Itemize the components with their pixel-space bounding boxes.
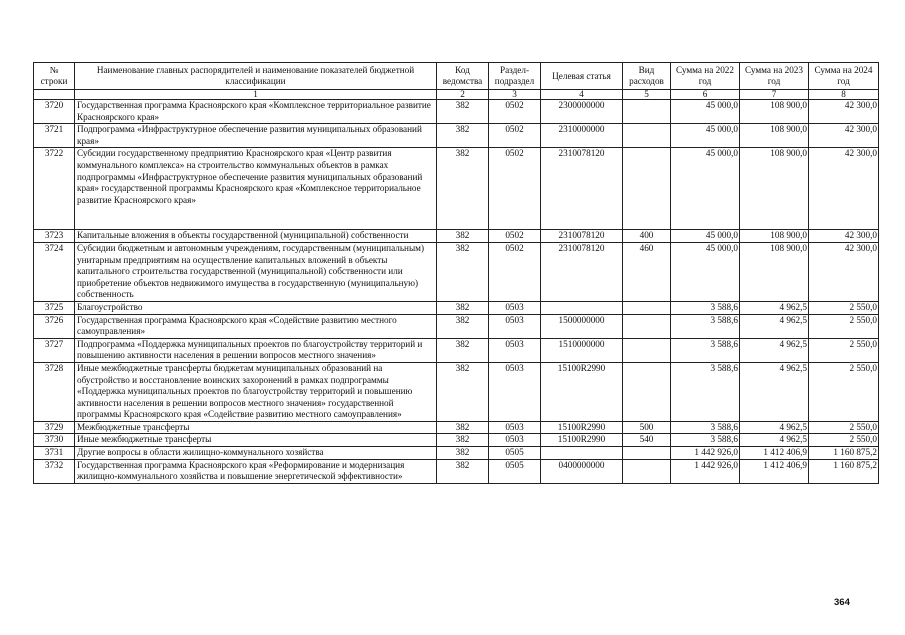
row-sum-2022: 3 588,6 bbox=[671, 434, 740, 447]
row-sum-2023: 108 900,0 bbox=[740, 100, 809, 124]
row-sum-2022: 1 442 926,0 bbox=[671, 459, 740, 483]
table-row bbox=[34, 421, 879, 434]
header-target-item: Целевая статья bbox=[541, 63, 623, 90]
row-number: 3728 bbox=[34, 362, 75, 421]
row-target-item: 2300000000 bbox=[541, 100, 623, 124]
column-number: 7 bbox=[740, 90, 809, 100]
row-sum-2023: 1 412 406,9 bbox=[740, 459, 809, 483]
table-row bbox=[34, 242, 879, 301]
header-row-no: № строки bbox=[34, 63, 75, 90]
row-target-item: 1510000000 bbox=[541, 338, 623, 362]
row-target-item bbox=[541, 301, 623, 314]
row-expense-type bbox=[623, 301, 671, 314]
row-sum-2023: 4 962,5 bbox=[740, 314, 809, 338]
row-number: 3729 bbox=[34, 421, 75, 434]
row-subsection: 0502 bbox=[489, 124, 541, 148]
row-sum-2024: 2 550,0 bbox=[809, 421, 879, 434]
row-target-item: 2310078120 bbox=[541, 230, 623, 243]
row-name: Иные межбюджетные трансферты бюджетам муниципальных образований на обустройство и восстановление воинских захоронений в рамках подпрограммы «Поддержка муниципальных проектов по благоустройству территорий и повышению активности населения в решении вопросов местного значения» государственной программы Красноярского края «Содействие развитию местного самоуправления» bbox=[75, 362, 437, 421]
row-dept-code: 382 bbox=[437, 434, 489, 447]
row-expense-type bbox=[623, 124, 671, 148]
row-target-item: 2310078120 bbox=[541, 242, 623, 301]
column-number: 8 bbox=[809, 90, 879, 100]
row-expense-type: 460 bbox=[623, 242, 671, 301]
row-target-item: 0400000000 bbox=[541, 459, 623, 483]
row-name: Субсидии бюджетным и автономным учреждениям, государственным (муниципальным) унитарным предприятиям на осуществление капитальных вложений в объекты капитального строительства государственной (муниципальной) собственности или приобретение объектов недвижимого имущества в государственную (муниципальную) собственность bbox=[75, 242, 437, 301]
row-dept-code: 382 bbox=[437, 459, 489, 483]
row-number: 3730 bbox=[34, 434, 75, 447]
row-sum-2022: 3 588,6 bbox=[671, 301, 740, 314]
row-expense-type bbox=[623, 362, 671, 421]
row-sum-2024: 2 550,0 bbox=[809, 301, 879, 314]
row-sum-2024: 2 550,0 bbox=[809, 434, 879, 447]
row-dept-code: 382 bbox=[437, 314, 489, 338]
row-sum-2024: 1 160 875,2 bbox=[809, 459, 879, 483]
row-subsection: 0502 bbox=[489, 148, 541, 230]
table-row bbox=[34, 230, 879, 243]
row-dept-code: 382 bbox=[437, 100, 489, 124]
row-expense-type: 540 bbox=[623, 434, 671, 447]
row-expense-type bbox=[623, 100, 671, 124]
row-number: 3722 bbox=[34, 148, 75, 230]
column-number: 2 bbox=[437, 90, 489, 100]
row-number: 3724 bbox=[34, 242, 75, 301]
row-number: 3727 bbox=[34, 338, 75, 362]
table-row bbox=[34, 124, 879, 148]
header-sum-2022: Сумма на 2022 год bbox=[671, 63, 740, 90]
row-sum-2023: 4 962,5 bbox=[740, 362, 809, 421]
row-number: 3731 bbox=[34, 447, 75, 460]
row-subsection: 0503 bbox=[489, 362, 541, 421]
table-row bbox=[34, 362, 879, 421]
row-number: 3721 bbox=[34, 124, 75, 148]
row-sum-2024: 1 160 875,2 bbox=[809, 447, 879, 460]
row-sum-2022: 45 000,0 bbox=[671, 100, 740, 124]
row-target-item: 15100R2990 bbox=[541, 362, 623, 421]
row-sum-2024: 42 300,0 bbox=[809, 148, 879, 230]
row-dept-code: 382 bbox=[437, 124, 489, 148]
row-number: 3732 bbox=[34, 459, 75, 483]
row-dept-code: 382 bbox=[437, 242, 489, 301]
row-subsection: 0502 bbox=[489, 100, 541, 124]
row-subsection: 0503 bbox=[489, 301, 541, 314]
column-number: 3 bbox=[489, 90, 541, 100]
row-sum-2024: 42 300,0 bbox=[809, 242, 879, 301]
row-sum-2023: 108 900,0 bbox=[740, 230, 809, 243]
row-number: 3723 bbox=[34, 230, 75, 243]
row-target-item: 2310078120 bbox=[541, 148, 623, 230]
row-number: 3726 bbox=[34, 314, 75, 338]
header-subsection: Раздел-подраздел bbox=[489, 63, 541, 90]
column-number bbox=[34, 90, 75, 100]
column-number-row bbox=[34, 90, 879, 100]
header-row bbox=[34, 63, 879, 90]
row-expense-type bbox=[623, 314, 671, 338]
row-sum-2024: 42 300,0 bbox=[809, 124, 879, 148]
row-sum-2022: 3 588,6 bbox=[671, 362, 740, 421]
row-sum-2024: 2 550,0 bbox=[809, 362, 879, 421]
table-row bbox=[34, 338, 879, 362]
row-expense-type bbox=[623, 447, 671, 460]
row-expense-type bbox=[623, 459, 671, 483]
row-expense-type bbox=[623, 148, 671, 230]
row-dept-code: 382 bbox=[437, 148, 489, 230]
table-row bbox=[34, 434, 879, 447]
row-subsection: 0503 bbox=[489, 314, 541, 338]
table-row bbox=[34, 447, 879, 460]
row-target-item: 1500000000 bbox=[541, 314, 623, 338]
row-sum-2023: 1 412 406,9 bbox=[740, 447, 809, 460]
row-name: Благоустройство bbox=[75, 301, 437, 314]
row-name: Субсидии государственному предприятию Красноярского края «Центр развития коммунального комплекса» на строительство коммунальных объектов в рамках подпрограммы «Инфраструктурное обеспечение развития муниципальных образований края» государственной программы Красноярского края «Комплексное территориальное развитие Красноярского края» bbox=[75, 148, 437, 230]
row-target-item bbox=[541, 447, 623, 460]
row-sum-2022: 1 442 926,0 bbox=[671, 447, 740, 460]
row-sum-2022: 3 588,6 bbox=[671, 338, 740, 362]
page-number: 364 bbox=[834, 597, 850, 608]
row-name: Иные межбюджетные трансферты bbox=[75, 434, 437, 447]
column-number: 1 bbox=[75, 90, 437, 100]
header-sum-2023: Сумма на 2023 год bbox=[740, 63, 809, 90]
row-name: Государственная программа Красноярского края «Реформирование и модернизация жилищно-коммунального хозяйства и повышение энергетической эффективности» bbox=[75, 459, 437, 483]
row-sum-2022: 45 000,0 bbox=[671, 230, 740, 243]
row-target-item: 15100R2990 bbox=[541, 421, 623, 434]
row-expense-type: 400 bbox=[623, 230, 671, 243]
row-subsection: 0502 bbox=[489, 230, 541, 243]
row-dept-code: 382 bbox=[437, 362, 489, 421]
row-subsection: 0505 bbox=[489, 447, 541, 460]
row-dept-code: 382 bbox=[437, 230, 489, 243]
row-name: Подпрограмма «Инфраструктурное обеспечение развития муниципальных образований края» bbox=[75, 124, 437, 148]
table-row bbox=[34, 314, 879, 338]
row-sum-2022: 45 000,0 bbox=[671, 148, 740, 230]
header-name: Наименование главных распорядителей и наименование показателей бюджетной классификации bbox=[75, 63, 437, 90]
column-number: 4 bbox=[541, 90, 623, 100]
row-subsection: 0503 bbox=[489, 434, 541, 447]
budget-table bbox=[33, 62, 879, 484]
row-subsection: 0503 bbox=[489, 421, 541, 434]
table-row bbox=[34, 301, 879, 314]
row-sum-2023: 108 900,0 bbox=[740, 242, 809, 301]
row-sum-2023: 108 900,0 bbox=[740, 124, 809, 148]
row-sum-2023: 4 962,5 bbox=[740, 338, 809, 362]
header-dept-code: Код ведомства bbox=[437, 63, 489, 90]
row-sum-2022: 45 000,0 bbox=[671, 242, 740, 301]
row-number: 3725 bbox=[34, 301, 75, 314]
row-expense-type bbox=[623, 338, 671, 362]
header-expense-type: Вид расходов bbox=[623, 63, 671, 90]
row-sum-2022: 3 588,6 bbox=[671, 421, 740, 434]
table-row bbox=[34, 148, 879, 230]
row-subsection: 0503 bbox=[489, 338, 541, 362]
row-sum-2023: 4 962,5 bbox=[740, 434, 809, 447]
row-name: Межбюджетные трансферты bbox=[75, 421, 437, 434]
row-sum-2024: 2 550,0 bbox=[809, 338, 879, 362]
row-name: Капитальные вложения в объекты государственной (муниципальной) собственности bbox=[75, 230, 437, 243]
row-sum-2023: 4 962,5 bbox=[740, 421, 809, 434]
row-name: Государственная программа Красноярского края «Комплексное территориальное развитие Красноярского края» bbox=[75, 100, 437, 124]
row-name: Государственная программа Красноярского края «Содействие развитию местного самоуправления» bbox=[75, 314, 437, 338]
row-sum-2022: 3 588,6 bbox=[671, 314, 740, 338]
row-subsection: 0505 bbox=[489, 459, 541, 483]
row-target-item: 2310000000 bbox=[541, 124, 623, 148]
row-subsection: 0502 bbox=[489, 242, 541, 301]
table-row bbox=[34, 100, 879, 124]
column-number: 5 bbox=[623, 90, 671, 100]
row-number: 3720 bbox=[34, 100, 75, 124]
row-dept-code: 382 bbox=[437, 447, 489, 460]
row-sum-2024: 42 300,0 bbox=[809, 100, 879, 124]
row-dept-code: 382 bbox=[437, 301, 489, 314]
column-number: 6 bbox=[671, 90, 740, 100]
row-sum-2023: 4 962,5 bbox=[740, 301, 809, 314]
row-sum-2022: 45 000,0 bbox=[671, 124, 740, 148]
row-expense-type: 500 bbox=[623, 421, 671, 434]
row-dept-code: 382 bbox=[437, 338, 489, 362]
row-sum-2023: 108 900,0 bbox=[740, 148, 809, 230]
row-target-item: 15100R2990 bbox=[541, 434, 623, 447]
row-sum-2024: 2 550,0 bbox=[809, 314, 879, 338]
header-sum-2024: Сумма на 2024 год bbox=[809, 63, 879, 90]
table-row bbox=[34, 459, 879, 483]
row-sum-2024: 42 300,0 bbox=[809, 230, 879, 243]
row-name: Подпрограмма «Поддержка муниципальных проектов по благоустройству территорий и повышению активности населения в решении вопросов местного значения» bbox=[75, 338, 437, 362]
row-dept-code: 382 bbox=[437, 421, 489, 434]
row-name: Другие вопросы в области жилищно-коммунального хозяйства bbox=[75, 447, 437, 460]
